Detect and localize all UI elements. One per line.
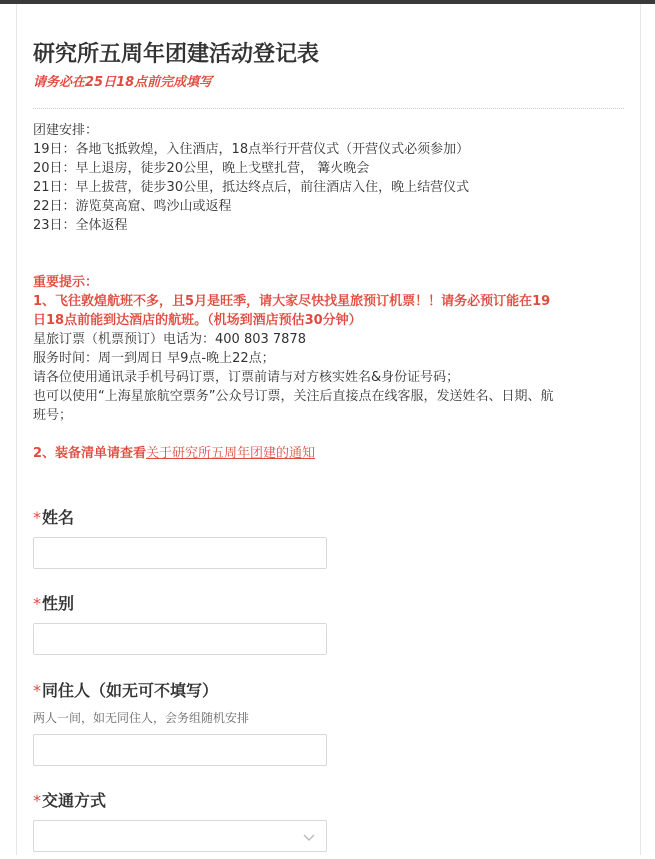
required-mark: * [33,681,41,700]
required-mark: * [33,508,41,527]
schedule-item: 23日：全体返程 [33,218,128,233]
roommate-input[interactable] [33,734,327,766]
notice-point-2 [33,444,624,463]
schedule-item: 19日：各地飞抵敦煌，入住酒店，18点举行开营仪式（开营仪式必须参加） [33,142,470,157]
notice-link[interactable]: 关于研究所五周年团建的通知 [146,446,316,461]
transport-select[interactable] [33,820,327,852]
field-label [33,593,624,615]
instruction-2-cont: 班号； [33,408,73,423]
field-label [33,790,624,812]
required-mark: * [33,791,41,810]
divider [33,108,624,109]
instruction-2: 也可以使用“上海星旅航空票务”公众号订票，关注后直接点在线客服，发送姓名、日期、航 [33,389,554,404]
roommate-hint: 两人一间，如无同住人，会务组随机安排 [33,711,250,725]
name-input[interactable] [33,537,327,569]
field-label [33,680,624,702]
gender-input[interactable] [33,623,327,655]
form-page [16,4,641,855]
roommate-label: 同住人（如无可不填写） [42,681,219,700]
gender-label: 性别 [42,594,75,613]
transport-label: 交通方式 [42,791,107,810]
field-roommate [33,680,624,766]
form-title: 研究所五周年团建活动登记表 [33,42,320,67]
notice-point-2-prefix: 2、装备清单请查看 [33,446,147,461]
notice-heading: 重要提示： [33,275,99,290]
chevron-down-icon [302,830,316,844]
schedule-heading: 团建安排： [33,123,99,138]
notice-point-1: 1、飞往敦煌航班不多，且5月是旺季，请大家尽快找星旅预订机票！！请务必预订能在19 [33,294,551,309]
name-label: 姓名 [42,508,75,527]
ticket-phone: 星旅订票（机票预订）电话为：400 803 7878 [33,332,306,347]
service-time: 服务时间：周一到周日 早9点-晚上22点； [33,351,275,366]
field-gender [33,593,624,655]
form-subtitle: 请务必在25日18点前完成填写 [33,75,213,90]
field-label [33,507,624,529]
notice-point-1-cont: 日18点前能到达酒店的航班。（机场到酒店预估30分钟） [33,313,362,328]
required-mark: * [33,594,41,613]
instruction-1: 请各位使用通讯录手机号码订票，订票前请与对方核实姓名&身份证号码； [33,370,460,385]
form-description [33,121,624,463]
field-name [33,507,624,569]
schedule-item: 20日：早上退房，徒步20公里，晚上戈壁扎营， 篝火晚会 [33,161,370,176]
field-transport [33,790,624,852]
schedule-item: 22日：游览莫高窟、鸣沙山或返程 [33,199,232,214]
schedule-item: 21日：早上拔营，徒步30公里，抵达终点后，前往酒店入住，晚上结营仪式 [33,180,470,195]
